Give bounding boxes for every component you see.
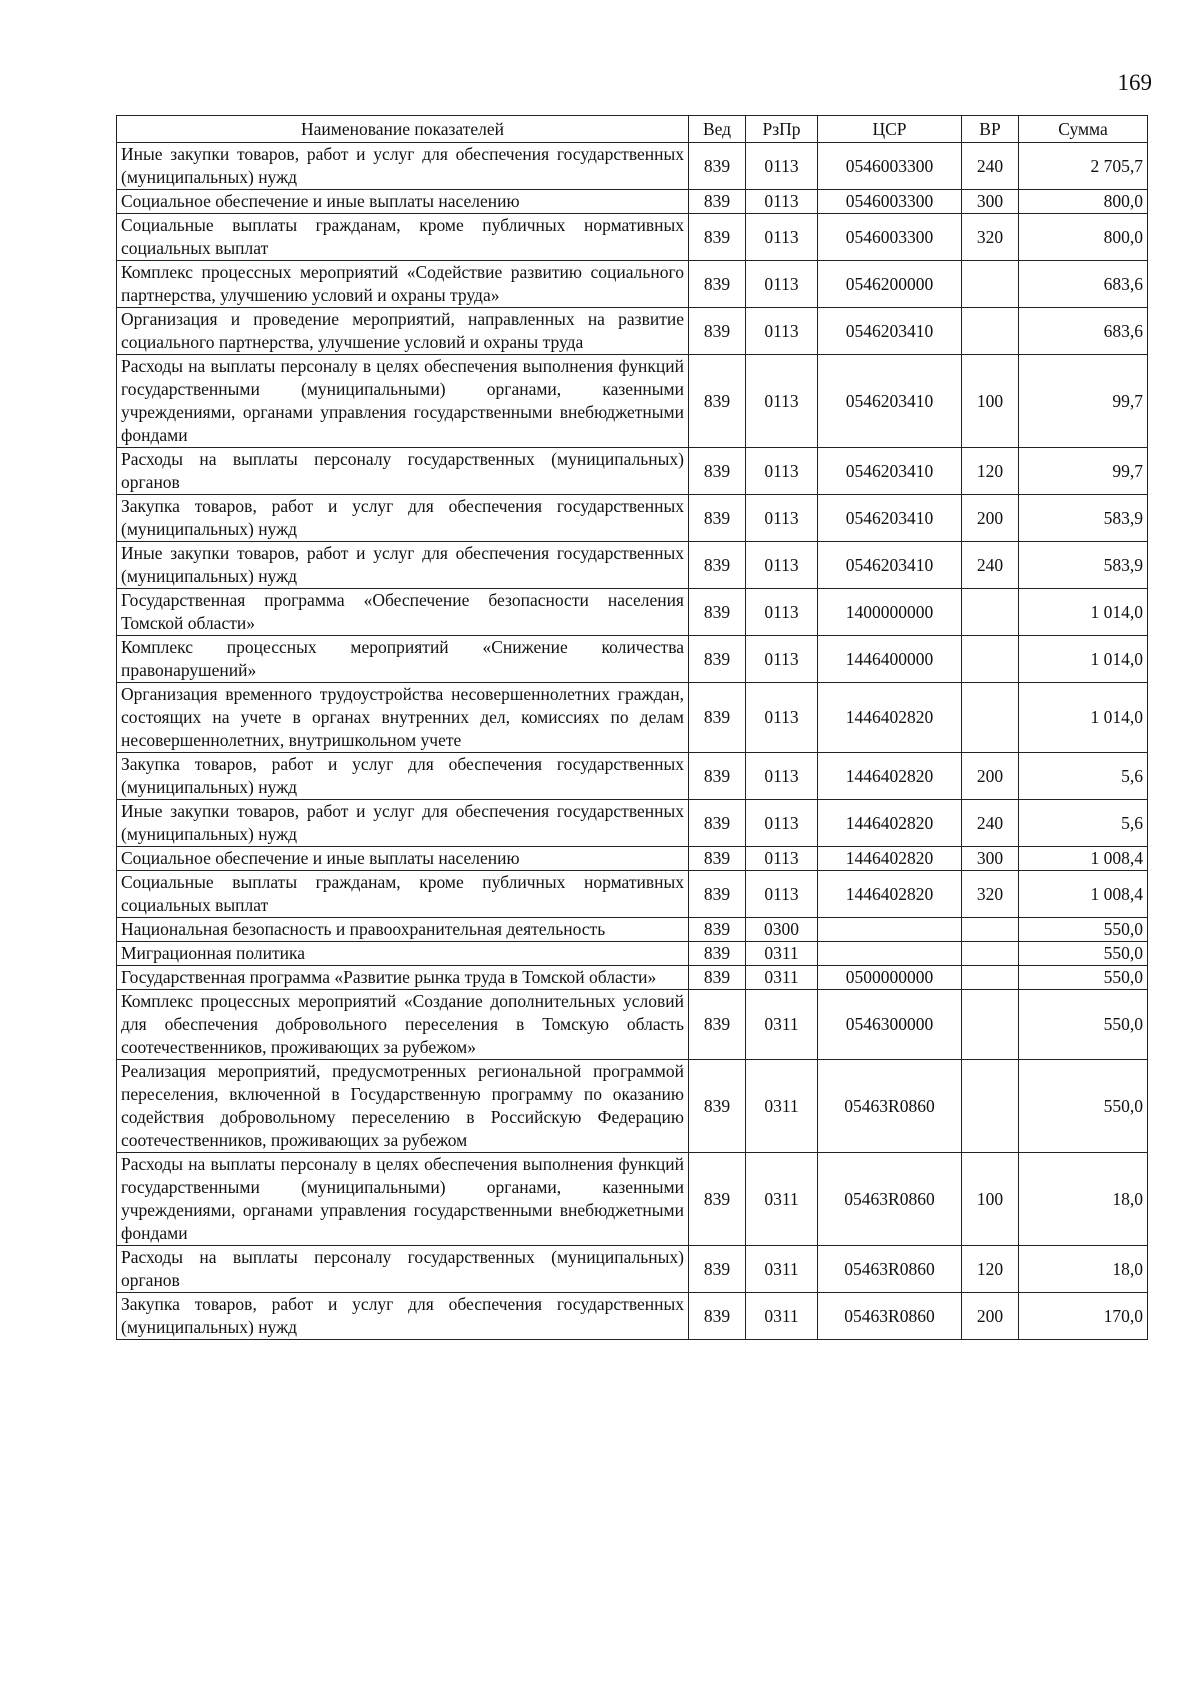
- row-vr: [962, 261, 1019, 308]
- row-ved: 839: [689, 942, 746, 966]
- header-name: Наименование показателей: [117, 116, 689, 143]
- row-sum: 1 008,4: [1019, 847, 1148, 871]
- row-csr: 0500000000: [818, 966, 962, 990]
- header-sum: Сумма: [1019, 116, 1148, 143]
- row-name: Иные закупки товаров, работ и услуг для обеспечения государственных (муниципальных) нужд: [117, 542, 689, 589]
- table-row: [117, 800, 1148, 847]
- row-csr: 0546200000: [818, 261, 962, 308]
- row-csr: 0546300000: [818, 990, 962, 1060]
- row-rzpr: 0113: [746, 636, 818, 683]
- row-rzpr: 0113: [746, 683, 818, 753]
- row-sum: 99,7: [1019, 355, 1148, 448]
- row-sum: 18,0: [1019, 1153, 1148, 1246]
- row-name: Закупка товаров, работ и услуг для обеспечения государственных (муниципальных) нужд: [117, 753, 689, 800]
- row-sum: 683,6: [1019, 308, 1148, 355]
- row-vr: 200: [962, 753, 1019, 800]
- row-vr: 300: [962, 847, 1019, 871]
- row-sum: 800,0: [1019, 214, 1148, 261]
- row-csr: 0546203410: [818, 495, 962, 542]
- row-csr: 1400000000: [818, 589, 962, 636]
- table-row: [117, 942, 1148, 966]
- row-csr: 1446402820: [818, 683, 962, 753]
- row-sum: 1 014,0: [1019, 683, 1148, 753]
- row-vr: [962, 966, 1019, 990]
- row-ved: 839: [689, 800, 746, 847]
- table-row: [117, 542, 1148, 589]
- row-ved: 839: [689, 683, 746, 753]
- row-rzpr: 0113: [746, 448, 818, 495]
- table-row: [117, 214, 1148, 261]
- row-ved: 839: [689, 636, 746, 683]
- table-row: [117, 918, 1148, 942]
- row-csr: [818, 942, 962, 966]
- table-row: [117, 636, 1148, 683]
- row-csr: 0546203410: [818, 308, 962, 355]
- row-ved: 839: [689, 589, 746, 636]
- row-csr: 05463R0860: [818, 1153, 962, 1246]
- header-vr: ВР: [962, 116, 1019, 143]
- row-vr: [962, 589, 1019, 636]
- row-vr: [962, 683, 1019, 753]
- budget-table: [116, 115, 1148, 1340]
- row-rzpr: 0113: [746, 542, 818, 589]
- row-ved: 839: [689, 143, 746, 190]
- row-vr: 300: [962, 190, 1019, 214]
- row-name: Комплекс процессных мероприятий «Создание дополнительных условий для обеспечения добровольного переселения в Томскую область соотечественников, проживающих за рубежом»: [117, 990, 689, 1060]
- row-rzpr: 0311: [746, 1060, 818, 1153]
- row-sum: 550,0: [1019, 942, 1148, 966]
- row-name: Иные закупки товаров, работ и услуг для обеспечения государственных (муниципальных) нужд: [117, 800, 689, 847]
- header-rzpr: РзПр: [746, 116, 818, 143]
- row-rzpr: 0113: [746, 847, 818, 871]
- row-name: Социальные выплаты гражданам, кроме публичных нормативных социальных выплат: [117, 214, 689, 261]
- row-ved: 839: [689, 918, 746, 942]
- row-name: Национальная безопасность и правоохранительная деятельность: [117, 918, 689, 942]
- page-number: 169: [1117, 70, 1152, 95]
- row-rzpr: 0113: [746, 800, 818, 847]
- row-name: Расходы на выплаты персоналу в целях обеспечения выполнения функций государственными (муниципальными) органами, казенными учреждениями, органами управления государственными внебюджетными фондами: [117, 355, 689, 448]
- row-sum: 2 705,7: [1019, 143, 1148, 190]
- row-rzpr: 0311: [746, 990, 818, 1060]
- row-rzpr: 0113: [746, 355, 818, 448]
- row-csr: 1446402820: [818, 871, 962, 918]
- row-ved: 839: [689, 990, 746, 1060]
- row-sum: 550,0: [1019, 918, 1148, 942]
- row-rzpr: 0311: [746, 966, 818, 990]
- row-vr: 120: [962, 448, 1019, 495]
- row-name: Государственная программа «Развитие рынка труда в Томской области»: [117, 966, 689, 990]
- row-rzpr: 0113: [746, 190, 818, 214]
- row-csr: 1446402820: [818, 753, 962, 800]
- row-sum: 550,0: [1019, 990, 1148, 1060]
- row-csr: 1446402820: [818, 800, 962, 847]
- row-vr: 200: [962, 1293, 1019, 1340]
- row-rzpr: 0113: [746, 495, 818, 542]
- row-ved: 839: [689, 753, 746, 800]
- row-csr: 0546003300: [818, 143, 962, 190]
- row-sum: 583,9: [1019, 495, 1148, 542]
- table-row: [117, 753, 1148, 800]
- row-vr: 200: [962, 495, 1019, 542]
- table-row: [117, 1060, 1148, 1153]
- row-ved: 839: [689, 355, 746, 448]
- row-sum: 1 008,4: [1019, 871, 1148, 918]
- row-csr: 0546203410: [818, 355, 962, 448]
- table-row: [117, 966, 1148, 990]
- row-sum: 550,0: [1019, 1060, 1148, 1153]
- row-rzpr: 0113: [746, 871, 818, 918]
- row-vr: [962, 308, 1019, 355]
- row-ved: 839: [689, 214, 746, 261]
- row-name: Иные закупки товаров, работ и услуг для обеспечения государственных (муниципальных) нужд: [117, 143, 689, 190]
- row-ved: 839: [689, 261, 746, 308]
- row-vr: 100: [962, 1153, 1019, 1246]
- row-sum: 583,9: [1019, 542, 1148, 589]
- row-vr: 320: [962, 214, 1019, 261]
- row-name: Закупка товаров, работ и услуг для обеспечения государственных (муниципальных) нужд: [117, 495, 689, 542]
- row-sum: 1 014,0: [1019, 636, 1148, 683]
- row-name: Расходы на выплаты персоналу в целях обеспечения выполнения функций государственными (муниципальными) органами, казенными учреждениями, органами управления государственными внебюджетными фондами: [117, 1153, 689, 1246]
- row-vr: 240: [962, 800, 1019, 847]
- table-row: [117, 1153, 1148, 1246]
- row-sum: 800,0: [1019, 190, 1148, 214]
- row-vr: [962, 918, 1019, 942]
- row-name: Расходы на выплаты персоналу государственных (муниципальных) органов: [117, 1246, 689, 1293]
- row-csr: 0546003300: [818, 190, 962, 214]
- table-row: [117, 190, 1148, 214]
- row-sum: 683,6: [1019, 261, 1148, 308]
- row-name: Социальное обеспечение и иные выплаты населению: [117, 190, 689, 214]
- row-csr: 05463R0860: [818, 1246, 962, 1293]
- row-name: Комплекс процессных мероприятий «Снижение количества правонарушений»: [117, 636, 689, 683]
- row-csr: 1446402820: [818, 847, 962, 871]
- table-row: [117, 1293, 1148, 1340]
- row-vr: 240: [962, 542, 1019, 589]
- row-rzpr: 0311: [746, 942, 818, 966]
- row-rzpr: 0113: [746, 261, 818, 308]
- row-rzpr: 0113: [746, 143, 818, 190]
- row-sum: 18,0: [1019, 1246, 1148, 1293]
- row-sum: 170,0: [1019, 1293, 1148, 1340]
- row-name: Миграционная политика: [117, 942, 689, 966]
- row-name: Организация и проведение мероприятий, направленных на развитие социального партнерства, улучшение условий и охраны труда: [117, 308, 689, 355]
- table-row: [117, 495, 1148, 542]
- row-vr: 240: [962, 143, 1019, 190]
- row-vr: [962, 636, 1019, 683]
- row-csr: 0546203410: [818, 542, 962, 589]
- table-row: [117, 261, 1148, 308]
- row-sum: 1 014,0: [1019, 589, 1148, 636]
- row-ved: 839: [689, 847, 746, 871]
- table-row: [117, 355, 1148, 448]
- row-name: Расходы на выплаты персоналу государственных (муниципальных) органов: [117, 448, 689, 495]
- row-rzpr: 0300: [746, 918, 818, 942]
- row-ved: 839: [689, 448, 746, 495]
- row-rzpr: 0311: [746, 1153, 818, 1246]
- row-vr: [962, 1060, 1019, 1153]
- row-csr: 05463R0860: [818, 1293, 962, 1340]
- table-row: [117, 1246, 1148, 1293]
- row-ved: 839: [689, 542, 746, 589]
- header-csr: ЦСР: [818, 116, 962, 143]
- row-rzpr: 0113: [746, 589, 818, 636]
- row-sum: 5,6: [1019, 800, 1148, 847]
- row-name: Закупка товаров, работ и услуг для обеспечения государственных (муниципальных) нужд: [117, 1293, 689, 1340]
- row-ved: 839: [689, 966, 746, 990]
- row-ved: 839: [689, 871, 746, 918]
- row-ved: 839: [689, 1153, 746, 1246]
- row-name: Государственная программа «Обеспечение безопасности населения Томской области»: [117, 589, 689, 636]
- table-row: [117, 990, 1148, 1060]
- row-csr: 05463R0860: [818, 1060, 962, 1153]
- row-vr: [962, 990, 1019, 1060]
- row-ved: 839: [689, 1060, 746, 1153]
- row-vr: [962, 942, 1019, 966]
- header-ved: Вед: [689, 116, 746, 143]
- row-rzpr: 0113: [746, 308, 818, 355]
- row-vr: 320: [962, 871, 1019, 918]
- table-row: [117, 683, 1148, 753]
- row-csr: 0546003300: [818, 214, 962, 261]
- row-csr: 0546203410: [818, 448, 962, 495]
- row-ved: 839: [689, 1293, 746, 1340]
- row-rzpr: 0311: [746, 1246, 818, 1293]
- row-name: Реализация мероприятий, предусмотренных региональной программой переселения, включенной в Государственную программу по оказанию содействия добровольному переселению в Российскую Федерацию соотечественников, проживающих за рубежом: [117, 1060, 689, 1153]
- row-ved: 839: [689, 495, 746, 542]
- table-row: [117, 589, 1148, 636]
- row-vr: 100: [962, 355, 1019, 448]
- row-name: Социальное обеспечение и иные выплаты населению: [117, 847, 689, 871]
- row-csr: [818, 918, 962, 942]
- table-row: [117, 143, 1148, 190]
- row-ved: 839: [689, 308, 746, 355]
- table-row: [117, 871, 1148, 918]
- table-header-row: [117, 116, 1148, 143]
- row-sum: 550,0: [1019, 966, 1148, 990]
- row-rzpr: 0113: [746, 753, 818, 800]
- row-csr: 1446400000: [818, 636, 962, 683]
- row-name: Социальные выплаты гражданам, кроме публичных нормативных социальных выплат: [117, 871, 689, 918]
- row-sum: 99,7: [1019, 448, 1148, 495]
- table-row: [117, 847, 1148, 871]
- row-vr: 120: [962, 1246, 1019, 1293]
- row-rzpr: 0311: [746, 1293, 818, 1340]
- row-name: Комплекс процессных мероприятий «Содействие развитию социального партнерства, улучшению условий и охраны труда»: [117, 261, 689, 308]
- row-rzpr: 0113: [746, 214, 818, 261]
- table-row: [117, 308, 1148, 355]
- row-ved: 839: [689, 1246, 746, 1293]
- row-sum: 5,6: [1019, 753, 1148, 800]
- table-row: [117, 448, 1148, 495]
- row-ved: 839: [689, 190, 746, 214]
- row-name: Организация временного трудоустройства несовершеннолетних граждан, состоящих на учете в органах внутренних дел, комиссиях по делам несовершеннолетних, внутришкольном учете: [117, 683, 689, 753]
